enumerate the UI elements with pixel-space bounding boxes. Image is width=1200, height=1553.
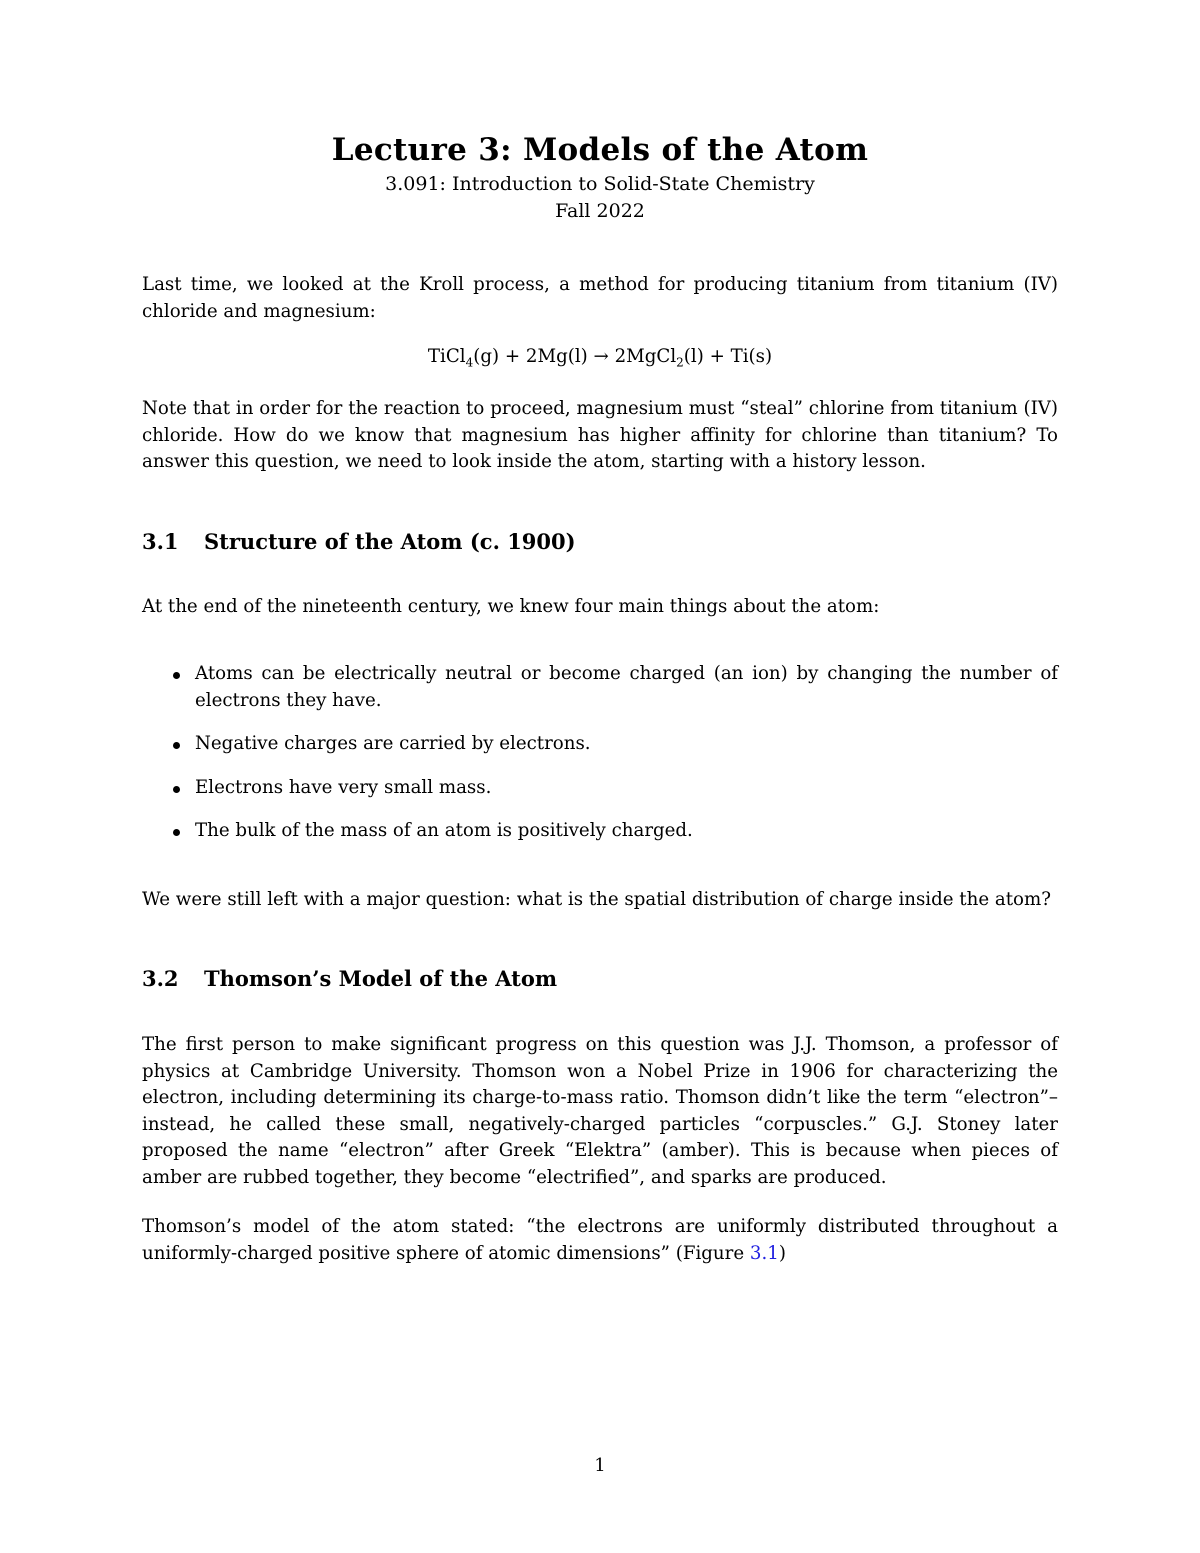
intro-paragraph-2: Note that in order for the reaction to proceed, magnesium must “steal” chlorine from titanium (IV) chloride. How do we know that magnesium has higher affinity for chlorine than titanium? To answer this question, we need to look inside the atom, starting with a history lesson. — [142, 398, 1058, 472]
section-heading-3-1 — [142, 529, 576, 554]
term-label: Fall 2022 — [555, 200, 645, 222]
section-number: 3.1 — [142, 529, 179, 554]
page-number: 1 — [594, 1455, 606, 1476]
bullet-icon — [173, 786, 180, 793]
eq-reactant-1: TiCl$_4$(g) — [427, 346, 500, 370]
bullet-icon — [173, 829, 180, 836]
page-title: Lecture 3: Models of the Atom — [331, 132, 869, 168]
section-heading-3-2 — [142, 966, 557, 991]
section-2-paragraph-2: Thomson’s model of the atom stated: “the electrons are uniformly distributed throughout a uniformly-charged positive sphere of atomic dimensions” (Figure 3.1) — [142, 1216, 1058, 1264]
bullet-icon — [173, 742, 180, 749]
course-subtitle: 3.091: Introduction to Solid-State Chemistry — [385, 173, 815, 195]
bullet-list — [142, 661, 1058, 862]
figure-reference-link[interactable]: 3.1 — [749, 1242, 779, 1264]
list-item: Electrons have very small mass. — [142, 775, 1058, 802]
bullet-icon — [173, 672, 180, 679]
list-item: Atoms can be electrically neutral or become charged (an ion) by changing the number of electrons they have. — [142, 661, 1058, 714]
section-1-lead: At the end of the nineteenth century, we knew four main things about the atom: — [142, 596, 880, 617]
section-2-paragraph-1: The first person to make significant progress on this question was J.J. Thomson, a professor of physics at Cambridge University. Thomson won a Nobel Prize in 1906 for characterizing the electron, including determining its charge-to-mass ratio. Thomson didn’t like the term “electron”– instead, he called these small, negatively-charged particles “corpuscles.” G.J. Stoney later proposed the name “electron” after Greek “Elektra” (amber). This is because when pieces of amber are rubbed together, they become “electrified”, and sparks are produced. — [142, 1034, 1058, 1188]
eq-product-2: Ti(s) — [730, 346, 773, 367]
section-title: Structure of the Atom (c. 1900) — [204, 529, 576, 554]
section-1-closing: We were still left with a major question: what is the spatial distribution of charge inside the atom? — [142, 889, 1051, 910]
list-item: Negative charges are carried by electrons. — [142, 731, 1058, 758]
section-title: Thomson’s Model of the Atom — [204, 966, 558, 991]
list-item: The bulk of the mass of an atom is positively charged. — [142, 818, 1058, 845]
eq-reactant-2: 2Mg(l) — [525, 346, 588, 367]
kroll-equation: TiCl$_4$(g) + 2Mg(l) → 2MgCl$_2$(l) + Ti(s) — [427, 346, 773, 370]
eq-product-1: 2MgCl$_2$(l) — [614, 346, 704, 370]
intro-paragraph: Last time, we looked at the Kroll process, a method for producing titanium from titanium (IV) chloride and magnesium: — [142, 274, 1058, 322]
eq-arrow: → — [587, 346, 615, 367]
section-number: 3.2 — [142, 966, 179, 991]
